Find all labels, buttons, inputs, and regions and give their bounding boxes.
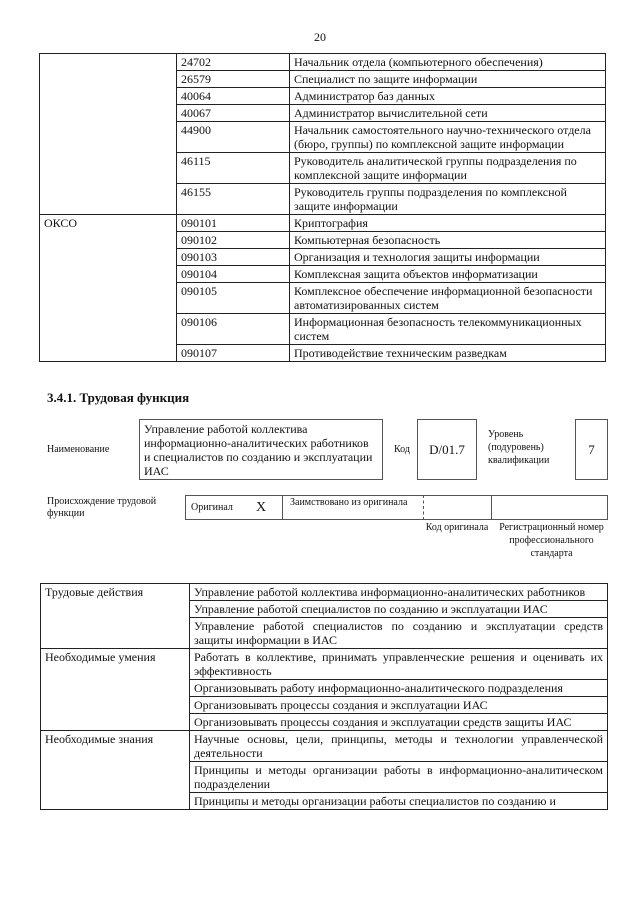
page-number: 20 [314, 30, 326, 44]
name-cell: Противодействие техническим разведкам [290, 345, 606, 362]
table-row [41, 793, 608, 810]
code-cell: 090103 [177, 249, 290, 266]
table-row [41, 649, 608, 680]
description-cell: Организовывать процессы создания и эксплуатации ИАС [190, 697, 608, 714]
table-row [40, 314, 606, 345]
table-row [41, 584, 608, 601]
name-cell: Начальник самостоятельного научно-технического отдела (бюро, группы) по комплексной защите информации [290, 122, 606, 153]
group-cell [40, 232, 177, 249]
borrowed-label: Заимствовано из оригинала [290, 497, 408, 508]
original-mark: X [256, 500, 267, 515]
code-cell: 46115 [177, 153, 290, 184]
group-cell [40, 88, 177, 105]
table-row [40, 266, 606, 283]
classification-table [39, 53, 606, 362]
group-cell [41, 601, 190, 618]
table-row [40, 215, 606, 232]
table-row [40, 232, 606, 249]
name-cell: Информационная безопасность телекоммуникационных систем [290, 314, 606, 345]
table-row [40, 71, 606, 88]
table-row [40, 345, 606, 362]
name-cell: Криптография [290, 215, 606, 232]
group-cell [41, 680, 190, 697]
function-code-value: D/01.7 [417, 419, 477, 480]
name-cell: Начальник отдела (компьютерного обеспечения) [290, 54, 606, 71]
table-row [41, 731, 608, 762]
code-original-label: Код оригинала [425, 522, 489, 533]
group-cell [40, 122, 177, 153]
group-cell: Трудовые действия [41, 584, 190, 601]
function-name-value: Управление работой коллектива информационно-аналитических работников и специалистов по созданию и эксплуатации ИАС [139, 419, 383, 480]
group-cell [41, 697, 190, 714]
table-row [40, 283, 606, 314]
group-cell: Необходимые знания [41, 731, 190, 762]
name-cell: Руководитель группы подразделения по комплексной защите информации [290, 184, 606, 215]
table-row [40, 54, 606, 71]
name-cell: Специалист по защите информации [290, 71, 606, 88]
group-cell [40, 314, 177, 345]
table-row [40, 184, 606, 215]
description-cell: Управление работой специалистов по созданию и эксплуатации ИАС [190, 601, 608, 618]
group-cell [41, 793, 190, 810]
code-cell: 40067 [177, 105, 290, 122]
table-row [41, 601, 608, 618]
group-cell [40, 105, 177, 122]
table-row [40, 153, 606, 184]
origin-label: Происхождение трудовой функции [47, 496, 157, 519]
group-cell [40, 153, 177, 184]
qualification-level-value: 7 [575, 419, 608, 480]
table-row [40, 105, 606, 122]
table-row [40, 249, 606, 266]
group-cell [40, 71, 177, 88]
name-label: Наименование [47, 444, 110, 455]
group-cell: Необходимые умения [41, 649, 190, 680]
name-cell: Комплексное обеспечение информационной безопасности автоматизированных систем [290, 283, 606, 314]
divider [423, 495, 424, 520]
description-cell: Работать в коллективе, принимать управленческие решения и оценивать их эффективность [190, 649, 608, 680]
code-cell: 44900 [177, 122, 290, 153]
table-row [40, 88, 606, 105]
table-row [41, 762, 608, 793]
code-cell: 090106 [177, 314, 290, 345]
description-cell: Управление работой коллектива информационно-аналитических работников [190, 584, 608, 601]
code-cell: 090107 [177, 345, 290, 362]
name-cell: Организация и технология защиты информации [290, 249, 606, 266]
name-cell: Компьютерная безопасность [290, 232, 606, 249]
name-cell: Руководитель аналитической группы подразделения по комплексной защите информации [290, 153, 606, 184]
code-cell: 24702 [177, 54, 290, 71]
group-cell [40, 184, 177, 215]
code-cell: 40064 [177, 88, 290, 105]
code-label: Код [394, 444, 410, 455]
description-cell: Организовывать работу информационно-аналитического подразделения [190, 680, 608, 697]
code-cell: 090101 [177, 215, 290, 232]
function-details-table [40, 583, 608, 810]
name-cell: Администратор баз данных [290, 88, 606, 105]
reg-number-label: Регистрационный номер профессионального стандарта [499, 522, 604, 559]
code-cell: 090102 [177, 232, 290, 249]
group-cell [41, 714, 190, 731]
table-row [41, 714, 608, 731]
description-cell: Организовывать процессы создания и эксплуатации средств защиты ИАС [190, 714, 608, 731]
section-title: 3.4.1. Трудовая функция [47, 390, 190, 405]
code-cell: 46155 [177, 184, 290, 215]
group-cell [40, 345, 177, 362]
table-row [41, 680, 608, 697]
description-cell: Принципы и методы организации работы в информационно-аналитическом подразделении [190, 762, 608, 793]
description-cell: Управление работой специалистов по созданию и эксплуатации средств защиты информации в ИАС [190, 618, 608, 649]
group-cell: ОКСО [40, 215, 177, 232]
divider [491, 495, 492, 520]
group-cell [40, 249, 177, 266]
name-cell: Комплексная защита объектов информатизации [290, 266, 606, 283]
group-cell [40, 54, 177, 71]
original-label: Оригинал [191, 502, 233, 513]
description-cell: Принципы и методы организации работы специалистов по созданию и [190, 793, 608, 810]
divider [282, 495, 283, 520]
description-cell: Научные основы, цели, принципы, методы и технологии управленческой деятельности [190, 731, 608, 762]
code-cell: 26579 [177, 71, 290, 88]
name-cell: Администратор вычислительной сети [290, 105, 606, 122]
group-cell [40, 266, 177, 283]
group-cell [41, 762, 190, 793]
table-row [40, 122, 606, 153]
table-row [41, 618, 608, 649]
code-cell: 090104 [177, 266, 290, 283]
group-cell [40, 283, 177, 314]
qualification-level-label: Уровень (подуровень) квалификации [488, 429, 550, 466]
table-row [41, 697, 608, 714]
group-cell [41, 618, 190, 649]
code-cell: 090105 [177, 283, 290, 314]
